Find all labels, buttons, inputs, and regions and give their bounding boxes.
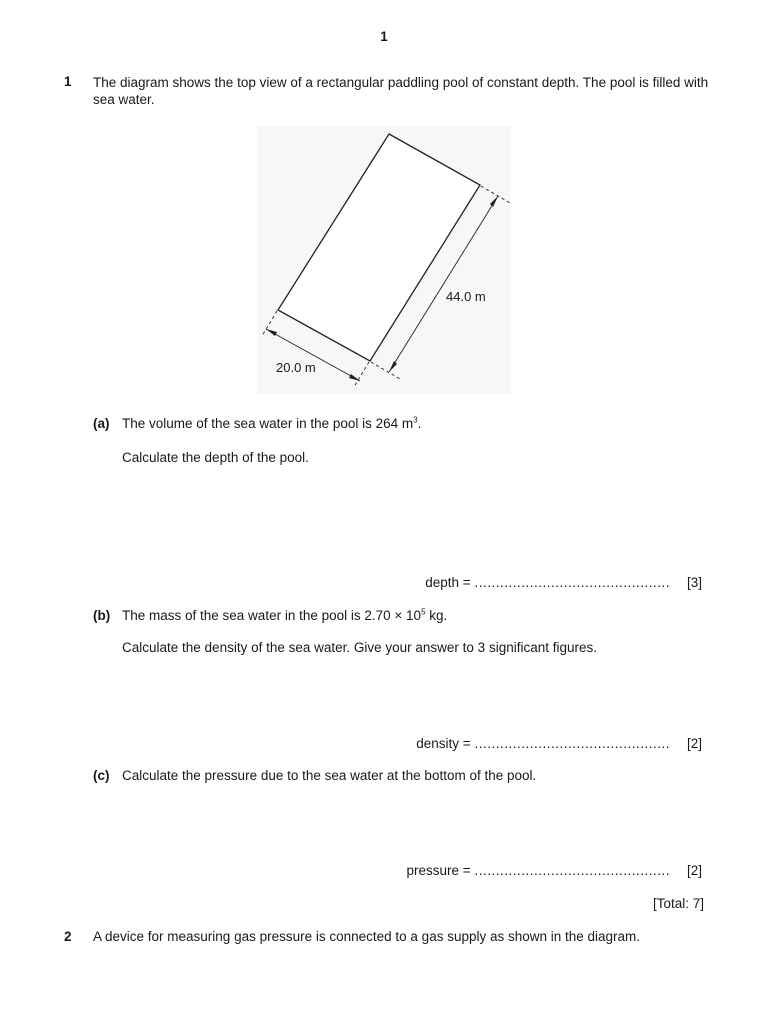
part-b-statement-end: kg. [425, 608, 448, 623]
part-b-answer-label: density = [416, 736, 471, 751]
part-b-statement [122, 608, 447, 623]
part-b-exponent: 5 [421, 607, 426, 617]
part-c-answer-dots[interactable]: .............................................. [474, 863, 670, 878]
part-a-answer-line[interactable] [425, 575, 670, 590]
question-2-number: 2 [64, 929, 72, 944]
question-1-total: [Total: 7] [652, 896, 704, 911]
arrowhead-length-bottom [389, 361, 397, 372]
part-a-instruction: Calculate the depth of the pool. [122, 450, 309, 465]
pool-outline [278, 134, 480, 361]
part-b-answer-line[interactable] [416, 736, 670, 751]
part-b-instruction: Calculate the density of the sea water. Give your answer to 3 significant figures. [122, 640, 597, 655]
part-b-statement-text: The mass of the sea water in the pool is 2.70 × 10 [122, 608, 422, 623]
part-a-exponent: 3 [413, 415, 418, 425]
part-b-label: (b) [93, 608, 111, 623]
arrowhead-length-top [490, 196, 498, 207]
part-a-answer-dots[interactable]: .............................................. [474, 575, 670, 590]
pool-diagram-svg [258, 126, 510, 394]
width-label: 20.0 m [276, 360, 316, 375]
part-c-answer-label: pressure = [406, 863, 471, 878]
length-label: 44.0 m [446, 289, 486, 304]
part-a-statement [122, 416, 421, 431]
part-a-marks: [3] [686, 575, 702, 590]
part-c-instruction: Calculate the pressure due to the sea water at the bottom of the pool. [122, 768, 537, 783]
pool-diagram [258, 126, 510, 394]
part-c-marks: [2] [686, 863, 702, 878]
question-1-number: 1 [64, 74, 72, 89]
part-c-label: (c) [93, 768, 110, 783]
part-a-label: (a) [93, 416, 110, 431]
part-b-marks: [2] [686, 736, 702, 751]
part-a-statement-end: . [417, 416, 422, 431]
question-2-stem: A device for measuring gas pressure is connected to a gas supply as shown in the diagram. [93, 929, 641, 944]
extension-line-bottom-center [354, 362, 369, 387]
question-1-stem: The diagram shows the top view of a rectangular paddling pool of constant depth. The pool is filled with sea water. [93, 75, 709, 107]
part-a-statement-text: The volume of the sea water in the pool is 264 m [122, 416, 414, 431]
arrowhead-width-left [266, 329, 277, 336]
part-a-answer-label: depth = [425, 575, 471, 590]
part-c-answer-line[interactable] [407, 863, 670, 878]
page-number: 1 [380, 29, 388, 44]
part-b-answer-dots[interactable]: .............................................. [474, 736, 670, 751]
arrowhead-width-right [349, 374, 360, 381]
